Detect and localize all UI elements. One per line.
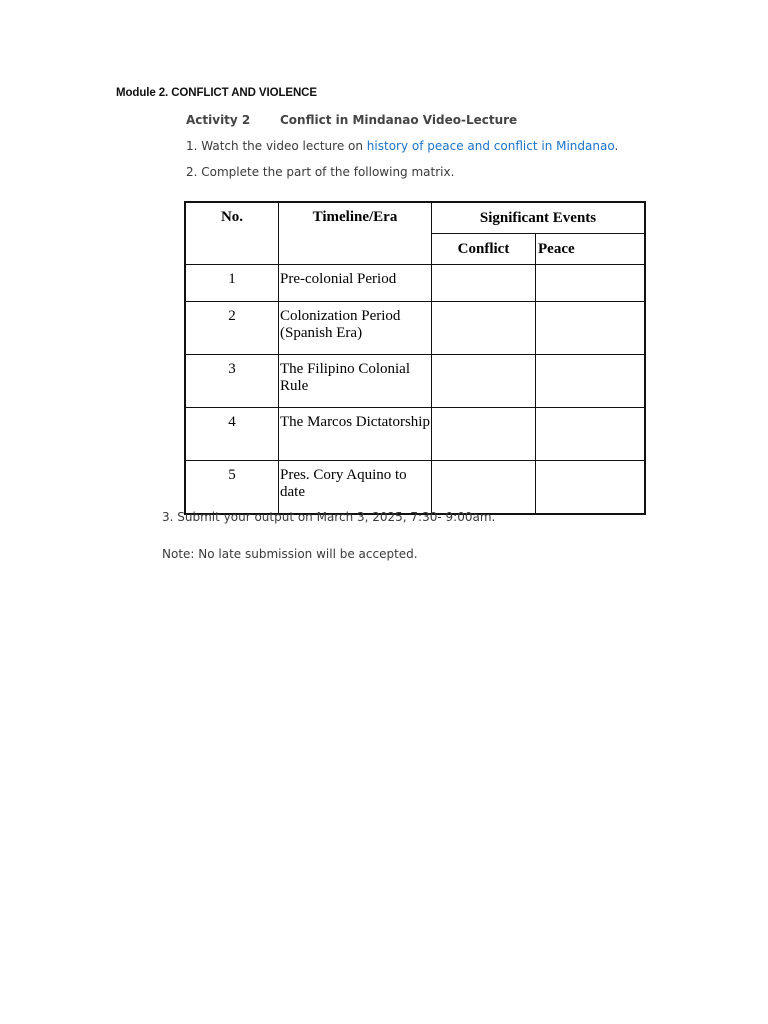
row-conflict-cell[interactable]	[432, 355, 536, 408]
row-number: 1	[185, 265, 279, 302]
row-peace-cell[interactable]	[536, 265, 646, 302]
row-era: The Marcos Dictatorship	[279, 408, 432, 461]
activity-heading	[186, 113, 518, 127]
row-conflict-cell[interactable]	[432, 461, 536, 515]
step1-suffix: .	[614, 139, 619, 153]
row-number: 4	[185, 408, 279, 461]
row-number: 5	[185, 461, 279, 515]
step1-text: 1. Watch the video lecture on	[186, 139, 367, 153]
header-conflict: Conflict	[432, 234, 536, 265]
row-era: The Filipino Colonial Rule	[279, 355, 432, 408]
row-conflict-cell[interactable]	[432, 408, 536, 461]
table-row	[185, 302, 645, 355]
row-peace-cell[interactable]	[536, 355, 646, 408]
row-number: 3	[185, 355, 279, 408]
table-row	[185, 355, 645, 408]
table-row	[185, 265, 645, 302]
row-conflict-cell[interactable]	[432, 302, 536, 355]
table-header-row	[185, 202, 645, 234]
submission-note: Note: No late submission will be accepted.	[162, 547, 418, 561]
row-number: 2	[185, 302, 279, 355]
table-row	[185, 461, 645, 515]
instruction-step-3: 3. Submit your output on March 3, 2025, 7:30- 9:00am.	[162, 510, 496, 524]
row-era: Colonization Period (Spanish Era)	[279, 302, 432, 355]
table-row	[185, 408, 645, 461]
video-lecture-link[interactable]: history of peace and conflict in Mindanao	[366, 139, 615, 153]
module-title: Module 2. CONFLICT AND VIOLENCE	[116, 87, 317, 99]
row-peace-cell[interactable]	[536, 408, 646, 461]
row-era: Pres. Cory Aquino to date	[279, 461, 432, 515]
row-era: Pre-colonial Period	[279, 265, 432, 302]
instruction-step-1	[186, 139, 618, 153]
row-peace-cell[interactable]	[536, 302, 646, 355]
header-significant-events: Significant Events	[432, 202, 646, 234]
header-timeline-era: Timeline/Era	[279, 202, 432, 265]
instruction-step-2: 2. Complete the part of the following matrix.	[186, 165, 455, 179]
row-conflict-cell[interactable]	[432, 265, 536, 302]
header-no: No.	[185, 202, 279, 265]
activity-label: Activity 2	[186, 113, 251, 127]
events-matrix	[184, 201, 646, 515]
row-peace-cell[interactable]	[536, 461, 646, 515]
header-peace: Peace	[536, 234, 646, 265]
activity-title: Conflict in Mindanao Video-Lecture	[280, 113, 518, 127]
